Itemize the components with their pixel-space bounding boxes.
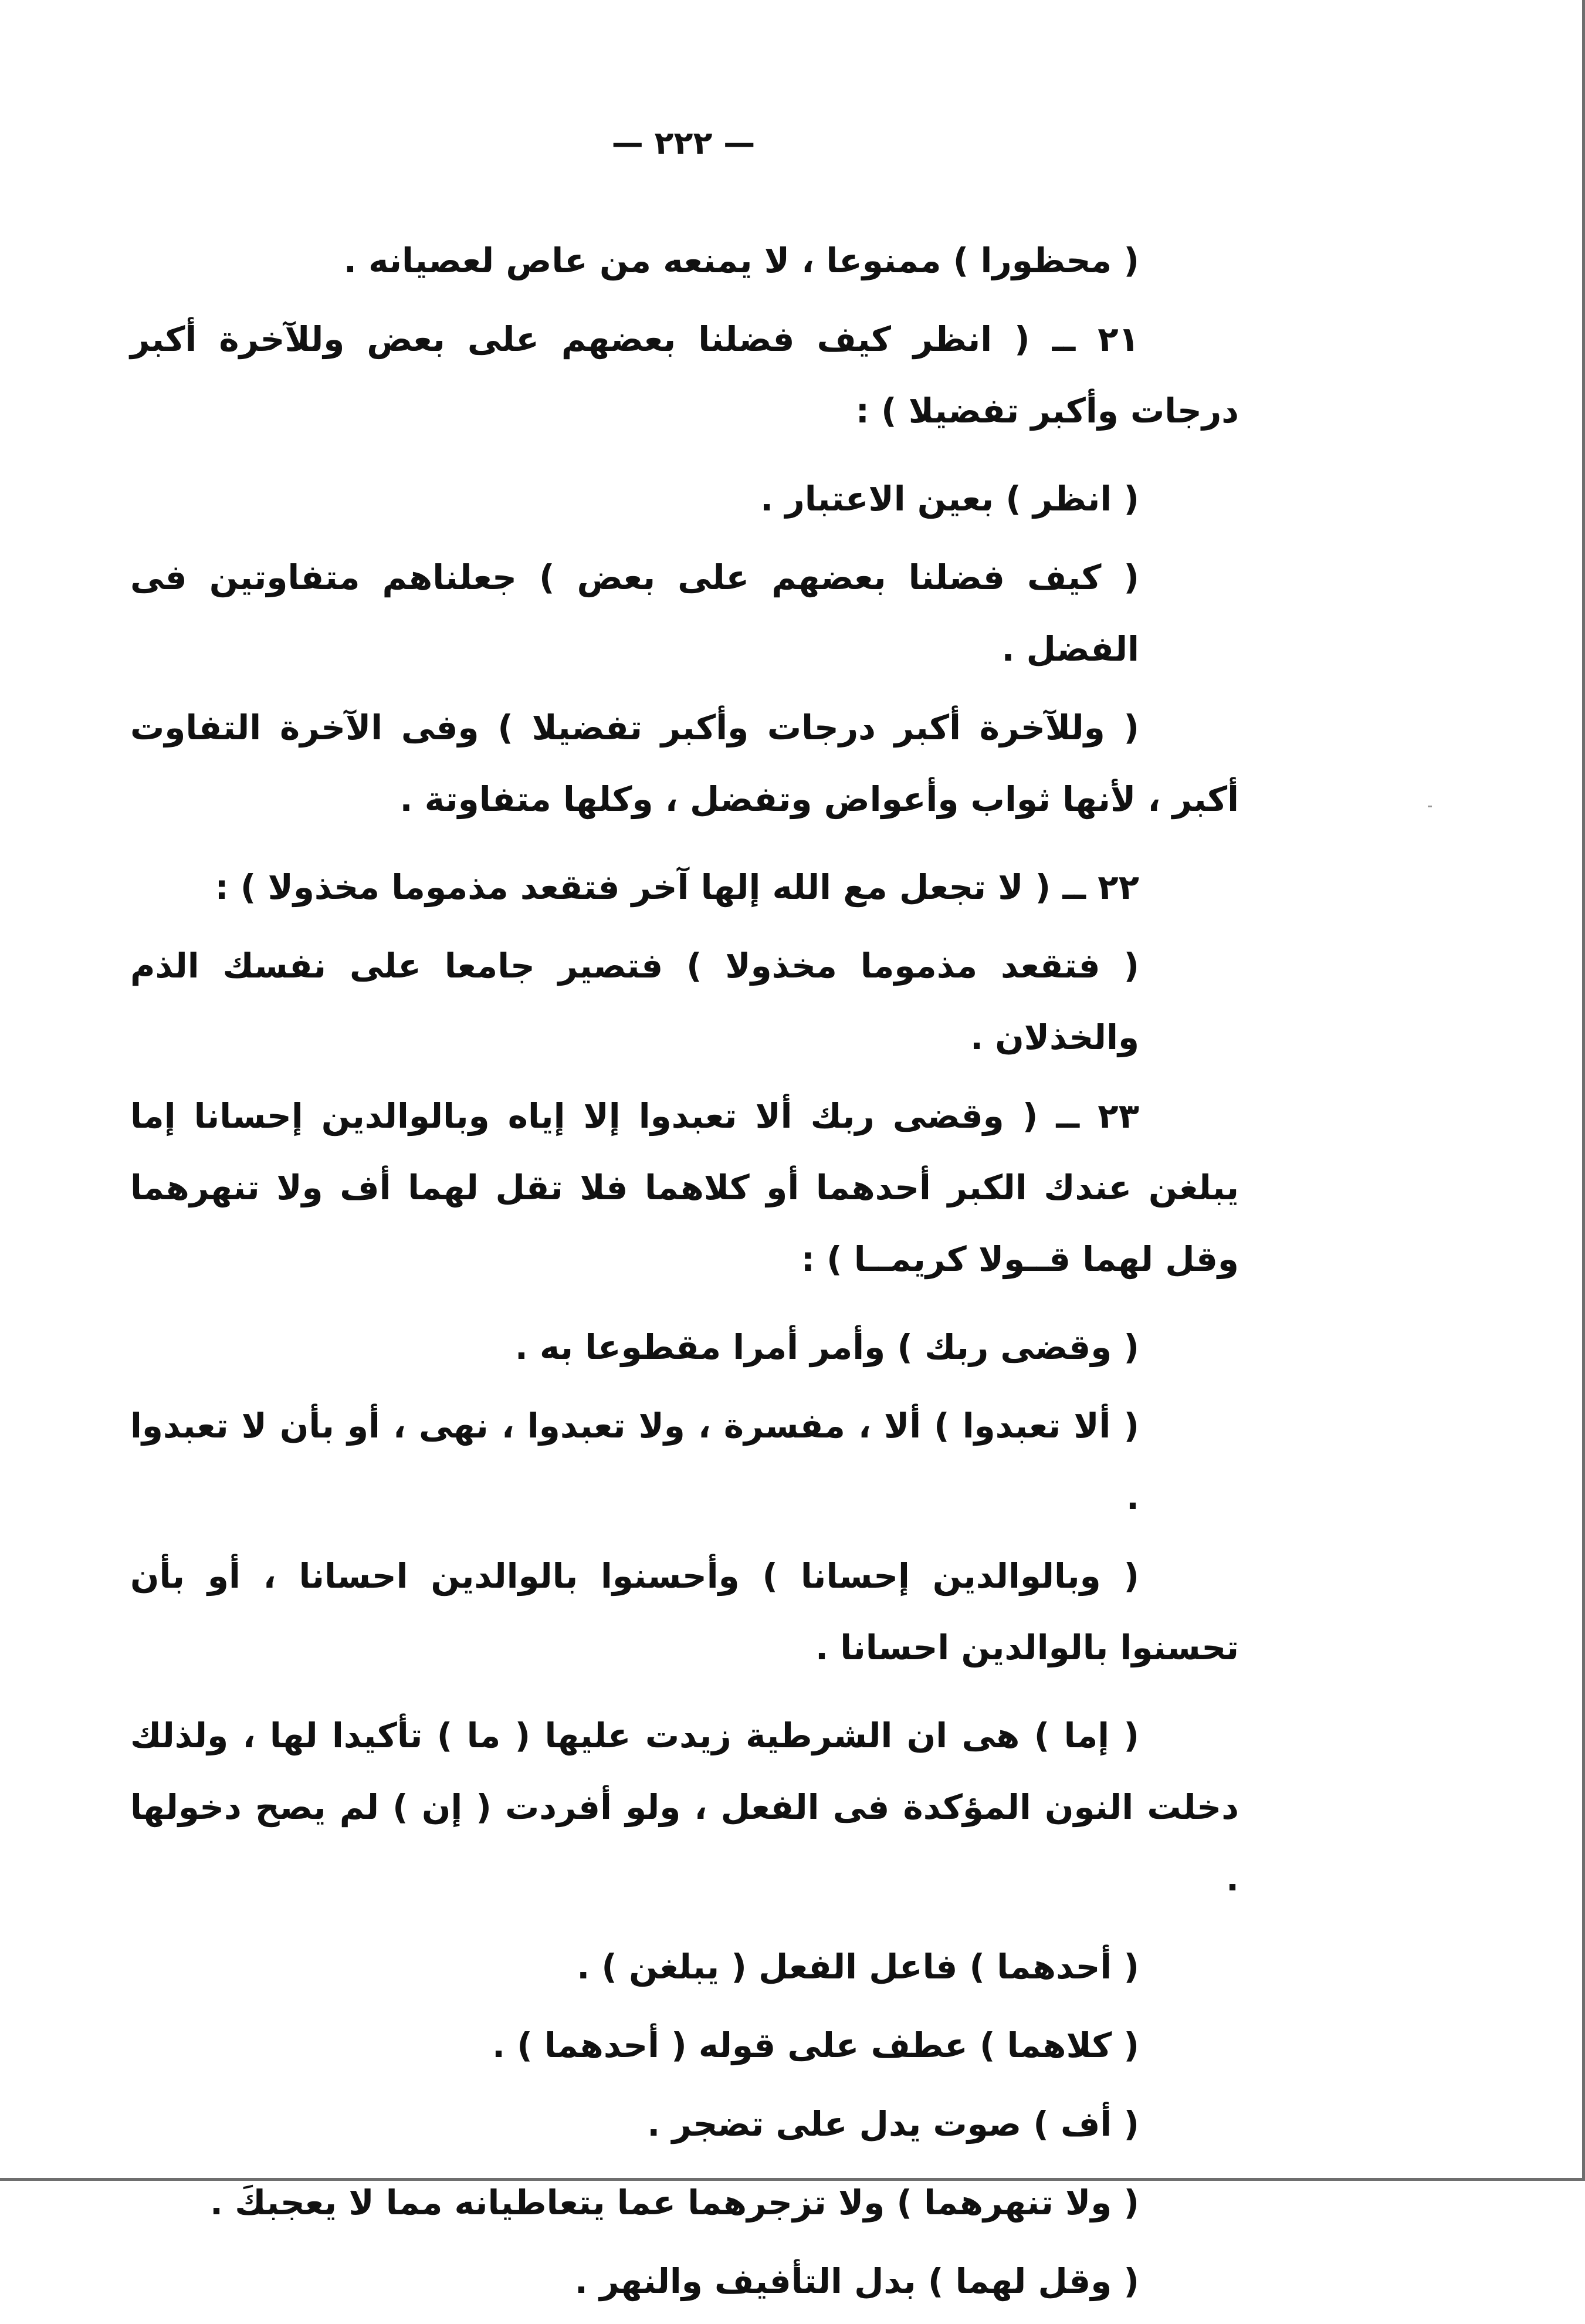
page-number: — ٢٢٢ — bbox=[611, 124, 756, 161]
scan-speck bbox=[1428, 806, 1432, 807]
paragraph-13: ( أحدهما ) فاعل الفعل ( يبلغن ) . bbox=[577, 1947, 1139, 1987]
paragraph-1: ( محظورا ) ممنوعا ، لا يمنعه من عاص لعصيانه . bbox=[343, 241, 1139, 280]
paragraph-16: ( ولا تنهرهما ) ولا تزجرهما عما يتعاطيانه مما لا يعجبكَ . bbox=[209, 2183, 1139, 2222]
paragraph-10: ( ألا تعبدوا ) ألا ، مفسرة ، ولا تعبدوا ، نهى ، أو بأن لا تعبدوا . bbox=[130, 1406, 1139, 1517]
paragraph-14: ( كلاهما ) عطف على قوله ( أحدهما ) . bbox=[492, 2025, 1139, 2065]
paragraph-3: ( انظر ) بعين الاعتبار . bbox=[760, 479, 1139, 519]
paragraph-17: ( وقل لهما ) بدل التأفيف والنهر . bbox=[574, 2261, 1139, 2301]
paragraph-2: ٢١ ــ ( انظر كيف فضلنا بعضهم على بعض وللآخرة أكبر درجات وأكبر تفضيلا ) : bbox=[130, 319, 1239, 431]
paragraph-11: ( وبالوالدين إحسانا ) وأحسنوا بالوالدين احسانا ، أو بأن تحسنوا بالوالدين احسانا . bbox=[130, 1556, 1239, 1667]
scan-border-right bbox=[1582, 0, 1585, 2178]
paragraph-12: ( إما ) هى ان الشرطية زيدت عليها ( ما ) تأكيدا لها ، ولذلك دخلت النون المؤكدة فى الفعل ، ولو أفردت ( إن ) لم يصح دخولها . bbox=[130, 1716, 1239, 1899]
paragraph-5: ( وللآخرة أكبر درجات وأكبر تفضيلا ) وفى الآخرة التفاوت أكبر ، لأنها ثواب وأعواض وتفضل ، وكلها متفاوتة . bbox=[130, 708, 1239, 819]
paragraph-9: ( وقضى ربك ) وأمر أمرا مقطوعا به . bbox=[514, 1327, 1139, 1367]
paragraph-4: ( كيف فضلنا بعضهم على بعض ) جعلناهم متفاوتين فى الفضل . bbox=[130, 557, 1139, 669]
page-body bbox=[130, 225, 1239, 2324]
paragraph-6: ٢٢ ــ ( لا تجعل مع الله إلها آخر فتقعد مذموما مخذولا ) : bbox=[215, 867, 1139, 907]
paragraph-7: ( فتقعد مذموما مخذولا ) فتصير جامعا على نفسك الذم والخذلان . bbox=[130, 946, 1139, 1057]
paragraph-8: ٢٣ ــ ( وقضى ربك ألا تعبدوا إلا إياه وبالوالدين إحسانا إما يبلغن عندك الكبر أحدهما أو كلاهما فلا تقل لهما أف ولا تنهرهما وقل لهما قــولا كريمــا ) : bbox=[130, 1096, 1239, 1279]
paragraph-15: ( أف ) صوت يدل على تضجر . bbox=[647, 2104, 1139, 2144]
